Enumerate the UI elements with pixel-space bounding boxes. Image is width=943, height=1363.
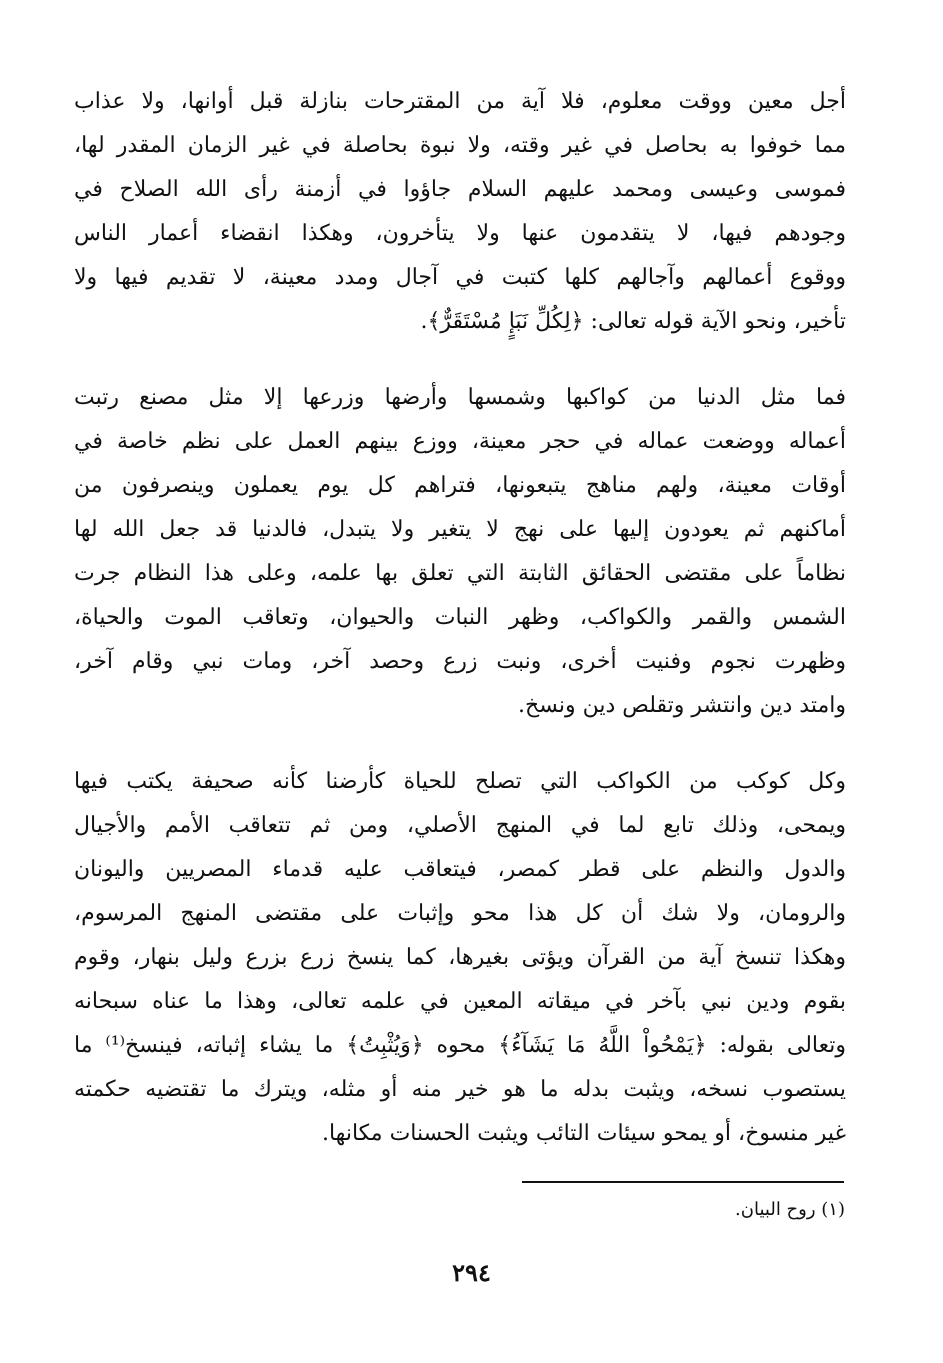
text-line: فما مثل الدنيا من كواكبها وشمسها وأرضها وزرعها إلا مثل مصنع رتبت xyxy=(74,385,846,410)
text-line: وظهرت نجوم وفنيت أخرى، ونبت زرع وحصد آخر، ومات نبي وقام آخر، xyxy=(74,649,846,674)
text-line: والرومان، ولا شك أن كل هذا محو وإثبات على مقتضى المنهج المرسوم، xyxy=(74,901,846,926)
text-line: ووقوع أعمالهم وآجالهم كلها كتبت في آجال ومدد معينة، لا تقديم فيها ولا xyxy=(74,265,846,290)
text-line: وجودهم فيها، لا يتقدمون عنها ولا يتأخرون، وهكذا انقضاء أعمار الناس xyxy=(74,221,846,246)
text-line: وامتد دين وانتشر وتقلص دين ونسخ. xyxy=(518,693,846,718)
text-line: وهكذا تنسخ آية من القرآن ويؤتى بغيرها، كما ينسخ زرع بزرع وليل بنهار، وقوم xyxy=(74,945,846,970)
paragraph-3 xyxy=(74,760,846,1156)
text-line: بقوم ودين نبي بآخر في ميقاته المعين في علمه تعالى، وهذا ما عناه سبحانه xyxy=(74,989,846,1014)
text-line: أجل معين ووقت معلوم، فلا آية من المقترحات بنازلة قبل أوانها، ولا عذاب xyxy=(74,89,846,114)
paragraph-1 xyxy=(74,80,846,344)
text-line: ويمحى، وذلك تابع لما في المنهج الأصلي، ومن ثم تتعاقب الأمم والأجيال xyxy=(74,813,846,838)
paragraph-2 xyxy=(74,376,846,728)
text-line: الشمس والقمر والكواكب، وظهر النبات والحيوان، وتعاقب الموت والحياة، xyxy=(74,605,846,630)
text-line: أعماله ووضعت عماله في حجر معينة، ووزع بينهم العمل على نظم خاصة في xyxy=(74,429,846,454)
footnote: (١) روح البيان. xyxy=(735,1199,845,1220)
text-line: مما خوفوا به بحاصل في غير وقته، ولا نبوة بحاصلة في غير الزمان المقدر لها، xyxy=(74,133,846,158)
text-line: يستصوب نسخه، ويثبت بدله ما هو خير منه أو مثله، ويترك ما تقتضيه حكمته xyxy=(74,1077,846,1102)
text-line: أماكنهم ثم يعودون إليها على نهج لا يتغير ولا يتبدل، فالدنيا قد جعل الله لها xyxy=(74,517,846,542)
text-line: والدول والنظم على قطر كمصر، فيتعاقب عليه قدماء المصريين واليونان xyxy=(74,857,846,882)
text-line: نظاماً على مقتضى الحقائق الثابتة التي تعلق بها علمه، وعلى هذا النظام جرت xyxy=(74,561,846,586)
text-line: وتعالى بقوله: ﴿يَمْحُواْ اللَّهُ مَا يَشَآءُ﴾ محوه ﴿وَيُثْبِتُ﴾ ما يشاء إثباته، فينسخ⁽¹⁾ ما xyxy=(74,1033,846,1058)
text-line: أوقات معينة، ولهم مناهج يتبعونها، فتراهم كل يوم يعملون وينصرفون من xyxy=(74,473,846,498)
text-line: تأخير، ونحو الآية قوله تعالى: ﴿لِكُلِّ نَبَإٍ مُسْتَقَرٌّ﴾. xyxy=(420,309,846,334)
footnote-separator xyxy=(522,1181,844,1183)
page-number: ٢٩٤ xyxy=(452,1258,491,1287)
text-line: وكل كوكب من الكواكب التي تصلح للحياة كأرضنا كأنه صحيفة يكتب فيها xyxy=(74,769,846,794)
text-line: فموسى وعيسى ومحمد عليهم السلام جاؤوا في أزمنة رأى الله الصلاح في xyxy=(74,177,846,202)
text-line: غير منسوخ، أو يمحو سيئات التائب ويثبت الحسنات مكانها. xyxy=(321,1121,846,1146)
